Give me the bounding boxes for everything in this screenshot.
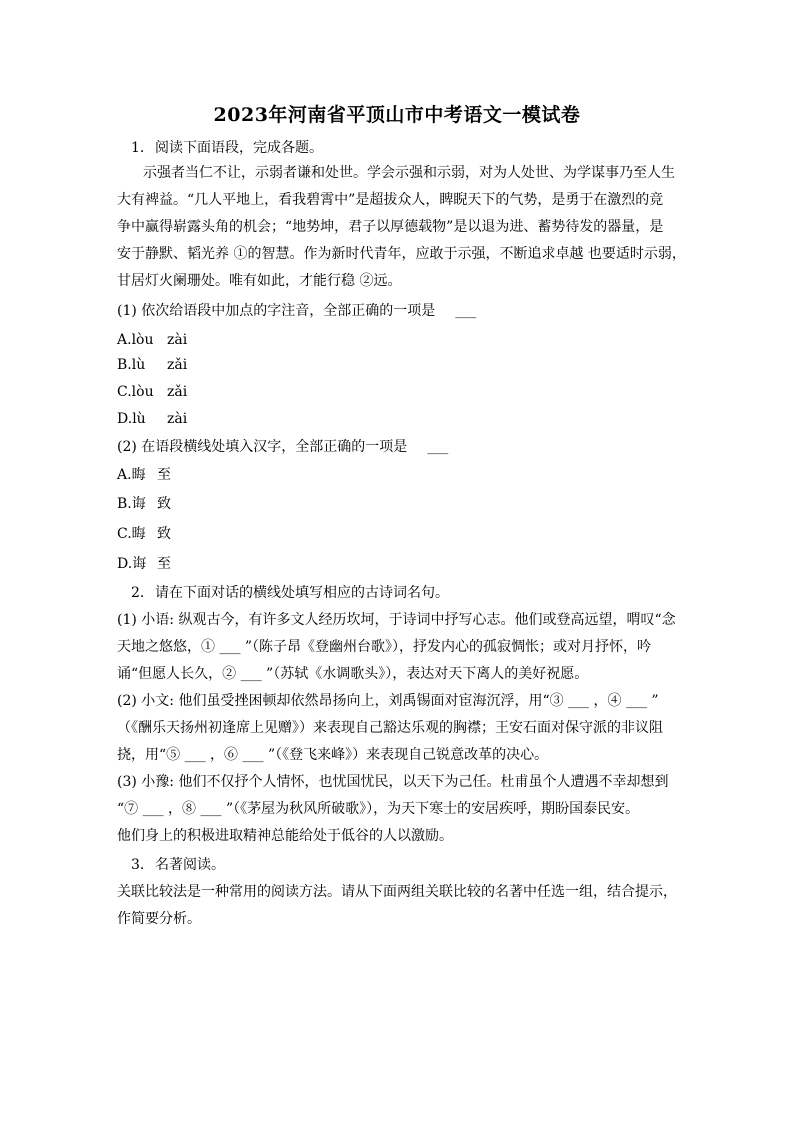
question-prompt: 名著阅读。 bbox=[155, 857, 225, 873]
dialogue-line: （《酬乐天扬州初逢席上见赠》）来表现自己豁达乐观的胸襟；王安石面对保守派的非议阻 bbox=[117, 720, 663, 736]
option-a[interactable] bbox=[117, 465, 171, 485]
option-value: zài bbox=[167, 411, 188, 427]
option-letter: A. bbox=[117, 332, 132, 348]
instruction-line: 作简要分析。 bbox=[117, 911, 201, 927]
option-value: zǎi bbox=[167, 357, 188, 373]
question-prompt: 阅读下面语段，完成各题。 bbox=[155, 140, 323, 156]
option-d[interactable] bbox=[117, 409, 187, 429]
option-letter: C. bbox=[117, 384, 132, 400]
option-value: zǎi bbox=[167, 384, 188, 400]
dialogue-line: 他们身上的积极进取精神总能给处于低谷的人以激励。 bbox=[117, 828, 453, 844]
option-letter: D. bbox=[117, 411, 133, 427]
option-value: 致 bbox=[157, 496, 171, 512]
answer-blank[interactable]: ___ bbox=[455, 303, 477, 319]
question-number: 1. bbox=[131, 140, 145, 156]
option-letter: C. bbox=[117, 526, 132, 542]
dialogue-line: “⑦ ___ ，⑧ ___ ”（《茅屋为秋风所破歌》），为天下寒士的安居疾呼，期盼国泰民安。 bbox=[117, 801, 640, 817]
page-title: 2023年河南省平顶山市中考语文一模试卷 bbox=[213, 104, 581, 126]
option-value: 晦 bbox=[131, 467, 146, 483]
option-c[interactable] bbox=[117, 524, 171, 544]
option-letter: B. bbox=[117, 496, 132, 512]
option-value: zài bbox=[167, 332, 188, 348]
dialogue-line: 诵“但愿人长久，② ___ ”（苏轼《水调歌头》），表达对天下离人的美好祝愿。 bbox=[117, 666, 589, 682]
instruction-line: 关联比较法是一种常用的阅读方法。请从下面两组关联比较的名著中任选一组，结合提示， bbox=[117, 884, 677, 900]
passage-line: 示强者当仁不让，示弱者谦和处世。学会示强和示弱，对为人处世、为学谋事乃至人生 bbox=[143, 165, 675, 181]
dialogue-line: (3) 小豫: 他们不仅抒个人情怀，也忧国忧民，以天下为己任。杜甫虽个人遭遇不幸却想到 bbox=[117, 774, 669, 790]
option-value: 诲 bbox=[131, 496, 146, 512]
question-1-header bbox=[131, 138, 323, 158]
sub-question-2-stem bbox=[117, 437, 448, 457]
option-value: lòu bbox=[131, 384, 154, 400]
sub-question-text: (2) 在语段横线处填入汉字，全部正确的一项是 bbox=[117, 439, 408, 455]
passage-line: 大有裨益。“几人平地上，看我碧霄中”是超拔众人，睥睨天下的气势，是勇于在激烈的竞 bbox=[117, 192, 664, 208]
dialogue-line: 挠，用“⑤ ___ ，⑥ ___ ”（《登飞来峰》）来表现自己锐意改革的决心。 bbox=[117, 747, 549, 763]
option-value: lòu bbox=[131, 332, 154, 348]
option-letter: B. bbox=[117, 357, 132, 373]
option-value: 晦 bbox=[131, 526, 146, 542]
passage-line: 争中赢得崭露头角的机会；“地势坤，君子以厚德载物”是以退为进、蓄势待发的器量，是 bbox=[117, 219, 664, 235]
question-2-header bbox=[131, 583, 449, 603]
option-letter: A. bbox=[117, 467, 132, 483]
option-value: 至 bbox=[157, 467, 171, 483]
question-prompt: 请在下面对话的横线处填写相应的古诗词名句。 bbox=[155, 585, 449, 601]
option-value: lù bbox=[131, 357, 146, 373]
option-b[interactable] bbox=[117, 494, 171, 514]
question-3-header bbox=[131, 855, 225, 875]
dialogue-line: (2) 小文: 他们虽受挫困顿却依然昂扬向上，刘禹锡面对宦海沉浮，用“③ ___ ，④ ___ ” bbox=[117, 693, 659, 709]
option-value: lù bbox=[132, 411, 146, 427]
option-value: 致 bbox=[157, 526, 171, 542]
option-b[interactable] bbox=[117, 355, 187, 375]
option-c[interactable] bbox=[117, 382, 187, 402]
passage-line: 安于静默、韬光养 ①的智慧。作为新时代青年，应敢于示强，不断追求卓越 也要适时示弱， bbox=[117, 246, 686, 262]
passage-line: 甘居灯火阑珊处。唯有如此，才能行稳 ②远。 bbox=[117, 273, 402, 289]
sub-question-text: (1) 依次给语段中加点的字注音，全部正确的一项是 bbox=[117, 303, 436, 319]
dialogue-line: 天地之悠悠，① ___ ”（陈子昂《登幽州台歌》），抒发内心的孤寂惆怅；或对月抒怀，吟 bbox=[117, 639, 652, 655]
question-number: 3. bbox=[131, 857, 145, 873]
option-d[interactable] bbox=[117, 554, 171, 574]
dialogue-line: (1) 小语: 纵观古今，有许多文人经历坎坷，于诗词中抒写心志。他们或登高远望，喟叹“念 bbox=[117, 612, 676, 628]
option-letter: D. bbox=[117, 556, 133, 572]
question-number: 2. bbox=[131, 585, 145, 601]
option-a[interactable] bbox=[117, 330, 187, 350]
option-value: 至 bbox=[157, 556, 171, 572]
answer-blank[interactable]: ___ bbox=[427, 439, 449, 455]
sub-question-1-stem bbox=[117, 301, 476, 321]
option-value: 诲 bbox=[132, 556, 147, 572]
